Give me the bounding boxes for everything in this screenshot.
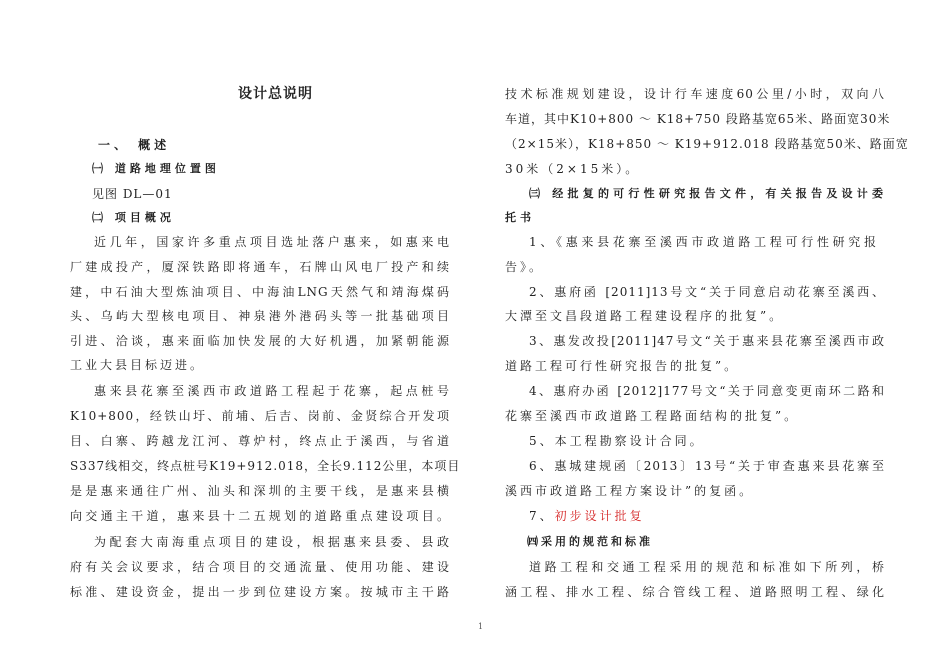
document-title: 设计总说明	[238, 86, 313, 102]
paragraph-line: 惠来县花寨至溪西市政道路工程起于花寨，起点桩号	[94, 384, 450, 398]
list-item-cont: 溪西市政道路工程方案设计”的复函。	[505, 484, 755, 498]
paragraph-line: 为配套大南海重点项目的建设，根据惠来县委、县政	[94, 535, 450, 549]
paragraph-line: 技术标准规划建设，设计行车速度60公里/小时，双向八	[505, 87, 885, 101]
paragraph-line: 厂建成投产，厦深铁路即将通车，石牌山风电厂投产和续	[70, 260, 450, 274]
subsection-heading-approvals: ㈢ 经批复的可行性研究报告文件，有关报告及设计委	[529, 187, 885, 200]
list-item-cont: 告》。	[505, 260, 545, 274]
list-item: 1、《惠来县花寨至溪西市政道路工程可行性研究报	[529, 235, 877, 249]
list-item: 3、惠发改投[2011]47号文“关于惠来县花寨至溪西市政	[529, 334, 885, 348]
paragraph-line: 向交通主干道，惠来县十二五规划的道路重点建设项目。	[70, 509, 450, 523]
paragraph-line: K10+800，经铁山圩、前埔、后吉、岗前、金贤综合开发项	[70, 409, 450, 423]
list-item-cont: 花寨至溪西市政道路工程路面结构的批复”。	[505, 409, 800, 423]
paragraph-line: 目、白寨、跨越龙江河、尊炉村，终点止于溪西，与省道	[70, 434, 450, 448]
subsection-heading-approvals-cont: 托书	[505, 211, 535, 224]
list-item-cont: 大潭至文昌段道路工程建设程序的批复”。	[505, 309, 785, 323]
paragraph-line: 建，中石油大型炼油项目、中海油LNG天然气和靖海煤码	[70, 285, 450, 299]
paragraph-line: 工业大县目标迈进。	[70, 358, 206, 372]
paragraph-line: 标准、建设资金，提出一步到位建设方案。按城市主干路	[70, 585, 450, 599]
highlighted-text: 初步设计批复	[554, 509, 645, 523]
list-item-cont: 道路工程可行性研究报告的批复”。	[505, 359, 740, 373]
list-item: 6、惠城建规函〔2013〕13号“关于审查惠来县花寨至	[529, 459, 885, 473]
paragraph-line: 道路工程和交通工程采用的规范和标准如下所列，桥	[529, 560, 885, 574]
page-number: 1	[478, 622, 484, 631]
list-item: 5、本工程勘察设计合同。	[529, 434, 705, 448]
paragraph-line: 近几年，国家许多重点项目选址落户惠来，如惠来电	[94, 235, 450, 249]
list-item-number: 7、	[529, 509, 555, 523]
location-reference: 见图 DL—01	[92, 187, 173, 201]
paragraph-line: S337线相交，终点桩号K19+912.018，全长9.112公里，本项目	[70, 459, 461, 473]
paragraph-line: 涵工程、排水工程、综合管线工程、道路照明工程、绿化	[505, 585, 885, 599]
subsection-heading-standards: ㈣采用的规范和标准	[527, 535, 653, 548]
paragraph-line: 引进、洽谈，惠来面临加快发展的大好机遇，加紧朝能源	[70, 334, 450, 348]
subsection-heading-project: ㈡ 项目概况	[92, 211, 175, 224]
paragraph-line: 头、乌屿大型核电项目、神泉港外港码头等一批基础项目	[70, 309, 450, 323]
list-item: 2、惠府函 [2011]13号文“关于同意启动花寨至溪西、	[529, 285, 885, 299]
list-item: 4、惠府办函 [2012]177号文“关于同意变更南环二路和	[529, 384, 885, 398]
paragraph-line: 府有关会议要求，结合项目的交通流量、使用功能、建设	[70, 560, 450, 574]
list-item-7	[529, 508, 645, 524]
section-heading-overview: 一、 概述	[98, 138, 171, 152]
subsection-heading-location: ㈠ 道路地理位置图	[92, 162, 220, 175]
paragraph-line: （2×15米），K18+850 ～ K19+912.018 段路基宽50米、路面宽	[505, 137, 909, 151]
paragraph-line: 是是惠来通往广州、汕头和深圳的主要干线，是惠来县横	[70, 484, 450, 498]
paragraph-line: 30米（2×15米）。	[505, 162, 641, 176]
paragraph-line: 车道，其中K10+800 ～ K18+750 段路基宽65米、路面宽30米	[505, 112, 891, 126]
